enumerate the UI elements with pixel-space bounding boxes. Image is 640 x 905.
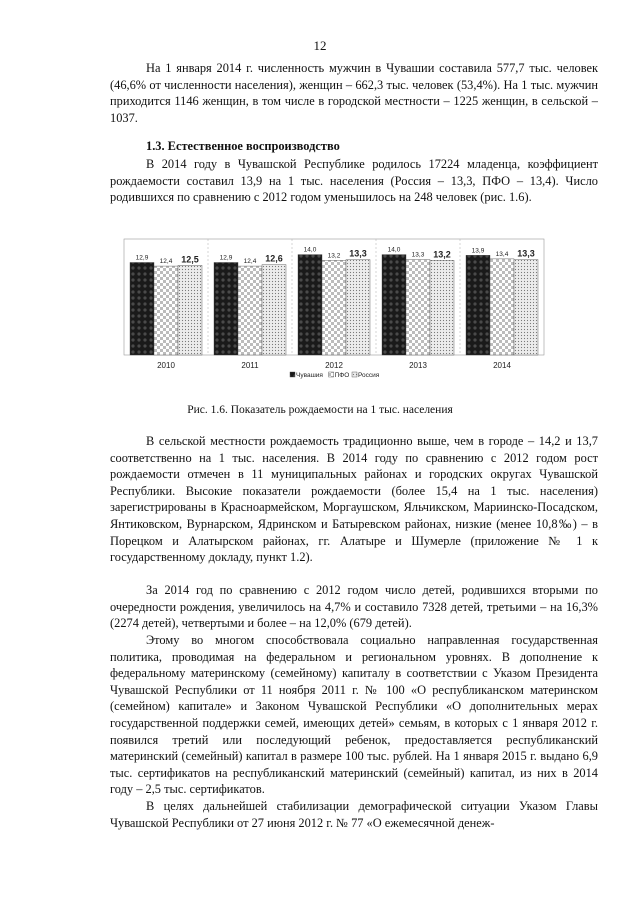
data-label: 12,4 [159, 258, 173, 266]
x-tick-label: 2014 [493, 361, 511, 370]
x-tick-label: 2013 [409, 361, 427, 370]
data-label: 14,0 [303, 246, 317, 254]
bar-Россия-2013 [430, 260, 454, 355]
data-label: 13,4 [495, 250, 509, 258]
data-label: 12,9 [219, 254, 233, 262]
data-label: 13,2 [327, 252, 341, 260]
birthrate-chart [112, 235, 552, 395]
legend-label: Россия [358, 372, 380, 379]
bar-Чувашия-2014 [466, 255, 490, 355]
x-tick-label: 2010 [157, 361, 175, 370]
paragraph-policy: Этому во многом способствовала социально направленная государственная политика, проводимая на федеральном и региональном уровнях. В дополнение к федеральному материнскому (семейному) капиталу в соответствии с Указом Президента Чувашской Республики от 11 ноября 2011 г. № 100 «О республиканском материнском (семейном) капитале» и Законом Чувашской Республики «О дополнительных мерах государственной поддержки семей, имеющих детей» семьям, в которых с 1 января 2012 г. появился третий или последующий ребенок, предоставляется республиканский материнский (семейный) капитал в размере 100 тыс. рублей. На 1 января 2015 г. выдано 6,9 тыс. сертификатов на республиканский материнский (семейный) капитал, из них в 2014 году – 2,5 тыс. сертификатов. [110, 633, 598, 797]
data-label: 13,3 [411, 251, 425, 259]
bar-ПФО-2012 [322, 260, 346, 355]
bar-Россия-2011 [262, 265, 286, 355]
bar-ПФО-2011 [238, 266, 262, 355]
x-tick-label: 2011 [241, 361, 259, 370]
section-heading: 1.3. Естественное воспроизводство [146, 139, 340, 153]
bar-Россия-2010 [178, 265, 202, 355]
chart-caption: Рис. 1.6. Показатель рождаемости на 1 тыс. населения [187, 404, 453, 416]
x-tick-label: 2012 [325, 361, 343, 370]
bar-Чувашия-2011 [214, 262, 238, 355]
paragraph-population: На 1 января 2014 г. численность мужчин в Чувашии составила 577,7 тыс. человек (46,6% от численности населения), женщин – 662,3 тыс. человек (53,4%). На 1 тыс. мужчин приходится 1146 женщин, в том числе в городской местности – 1225 женщин, в сельской – 1037. [110, 61, 598, 125]
legend-swatch [329, 372, 334, 377]
bar-Россия-2012 [346, 260, 370, 355]
legend-swatch [352, 372, 357, 377]
bar-ПФО-2014 [490, 259, 514, 355]
paragraph-birthrate: В 2014 году в Чувашской Республике родилось 17224 младенца, коэффициент рождаемости составил 13,9 на 1 тыс. населения (Россия – 13,3, ПФО – 13,4). Число родившихся по сравнению с 2012 годом уменьшилось на 248 человек (рис. 1.6). [110, 157, 598, 205]
bar-ПФО-2010 [154, 266, 178, 355]
legend-label: ПФО [334, 372, 350, 379]
data-label: 13,2 [433, 249, 451, 260]
data-label: 13,3 [517, 248, 535, 259]
data-label: 12,9 [135, 254, 149, 262]
page-number: 12 [313, 38, 327, 53]
paragraph-decree: В целях дальнейшей стабилизации демографической ситуации Указом Главы Чувашской Республики от 27 июня 2012 г. № 77 «О ежемесячной денеж- [110, 799, 598, 830]
data-label: 13,3 [349, 248, 367, 259]
data-label: 12,5 [181, 254, 199, 265]
bar-ПФО-2013 [406, 260, 430, 355]
bar-Чувашия-2010 [130, 262, 154, 355]
bar-Чувашия-2012 [298, 255, 322, 355]
bar-Чувашия-2013 [382, 255, 406, 355]
paragraph-children: За 2014 год по сравнению с 2012 годом число детей, родившихся вторыми по очередности рождения, увеличилось на 4,7% и составило 7328 детей, третьими – на 16,3% (2274 детей), четвертыми и более – на 12,0% (679 детей). [110, 583, 598, 631]
data-label: 14,0 [387, 246, 401, 254]
data-label: 12,6 [265, 253, 283, 264]
legend-swatch [290, 372, 295, 377]
paragraph-rural: В сельской местности рождаемость традиционно выше, чем в городе – 14,2 и 13,7 соответственно на 1 тыс. населения. В 2014 году по сравнению с 2012 годом рост рождаемости отмечен в 11 муниципальных районах и городских округах Чувашской Республики. Высокие показатели рождаемости (более 15,4 на 1 тыс. населения) зарегистрированы в Красноармейском, Моргаушском, Яльчикском, Мариинско-Посадском, Янтиковском, Вурнарском, Ядринском и Батыревском районах, низкие (менее 10,8‰) – в Порецком и Алатырском районах, гг. Алатыре и Шумерле (приложение № 1 к государственному докладу, пункт 1.2). [110, 434, 598, 565]
data-label: 12,4 [243, 258, 257, 266]
legend-label: Чувашия [296, 372, 323, 379]
data-label: 13,9 [471, 247, 485, 255]
bar-Россия-2014 [514, 260, 538, 355]
